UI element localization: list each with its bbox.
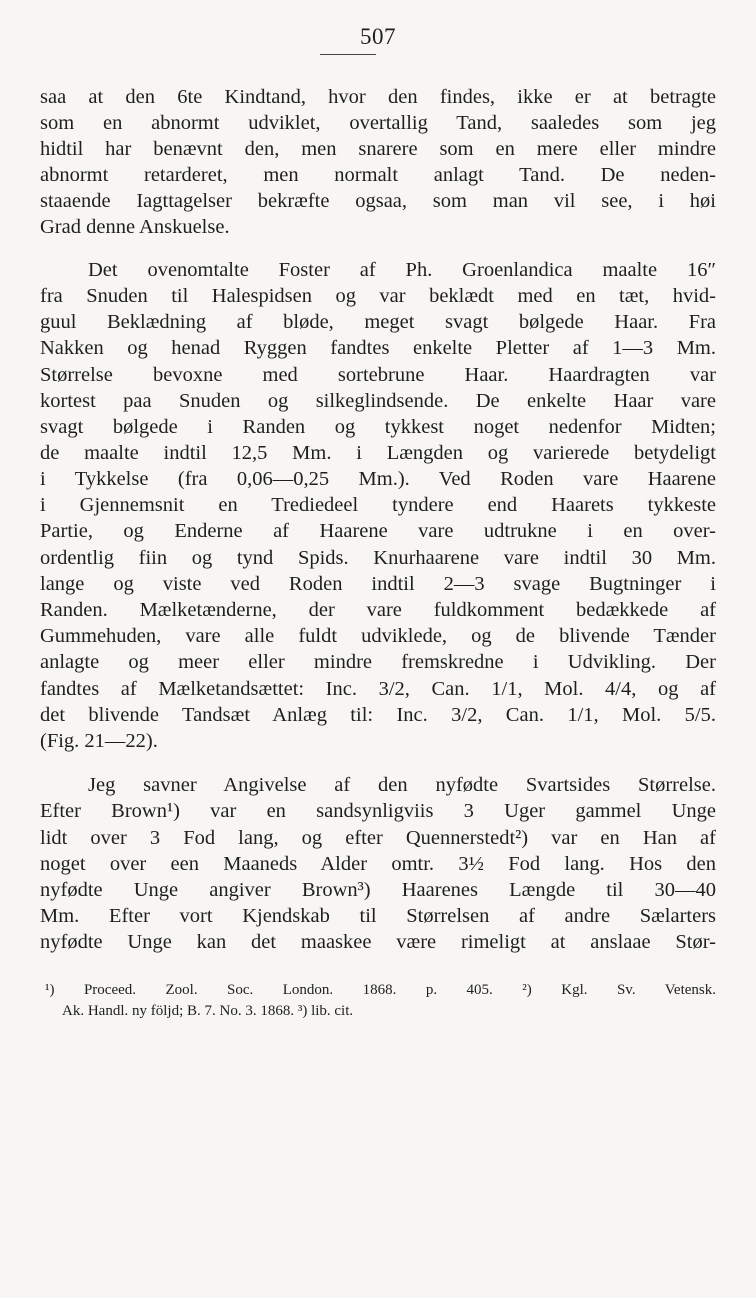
- text-line: de maalte indtil 12,5 Mm. i Længden og varierede betydeligt: [40, 442, 716, 464]
- text-line: staaende Iagttagelser bekræfte ogsaa, som man vil see, i høi: [40, 190, 716, 212]
- text-line: Gummehuden, vare alle fuldt udviklede, og de blivende Tænder: [40, 625, 716, 647]
- text-line: abnormt retarderet, men normalt anlagt Tand. De neden-: [40, 164, 716, 186]
- text-line: ordentlig fiin og tynd Spids. Knurhaarene vare indtil 30 Mm.: [40, 547, 716, 569]
- text-line: kortest paa Snuden og silkeglindsende. De enkelte Haar vare: [40, 390, 716, 412]
- text-line: Størrelse bevoxne med sortebrune Haar. Haardragten var: [40, 364, 716, 386]
- text-line: lange og viste ved Roden indtil 2—3 svage Bugtninger i: [40, 573, 716, 595]
- page-number: 507: [360, 24, 396, 49]
- text-line: anlagte og meer eller mindre fremskredne i Udvikling. Der: [40, 651, 716, 673]
- text-line: Jeg savner Angivelse af den nyfødte Svartsides Størrelse.: [88, 774, 716, 796]
- text-line: svagt bølgede i Randen og tykkest noget nedenfor Midten;: [40, 416, 716, 438]
- text-line: nyfødte Unge angiver Brown³) Haarenes Længde til 30—40: [40, 879, 716, 901]
- text-line: Det ovenomtalte Foster af Ph. Groenlandica maalte 16″: [88, 259, 716, 281]
- text-line: nyfødte Unge kan det maaskee være rimeligt at anslaae Stør-: [40, 931, 716, 953]
- text-line: i Gjennemsnit en Trediedeel tyndere end Haarets tykkeste: [40, 494, 716, 516]
- text-line: hidtil har benævnt den, men snarere som en mere eller mindre: [40, 138, 716, 160]
- footnote-line: ¹) Proceed. Zool. Soc. London. 1868. p. 405. ²) Kgl. Sv. Vetensk.: [45, 982, 716, 998]
- text-line: i Tykkelse (fra 0,06—0,25 Mm.). Ved Roden vare Haarene: [40, 468, 716, 490]
- text-line: Partie, og Enderne af Haarene vare udtrukne i en over-: [40, 520, 716, 542]
- text-line: (Fig. 21—22).: [40, 730, 158, 752]
- text-line: Grad denne Anskuelse.: [40, 216, 230, 238]
- text-line: noget over een Maaneds Alder omtr. 3½ Fod lang. Hos den: [40, 853, 716, 875]
- text-line: som en abnormt udviklet, overtallig Tand, saaledes som jeg: [40, 112, 716, 134]
- text-line: det blivende Tandsæt Anlæg til: Inc. 3/2, Can. 1/1, Mol. 5/5.: [40, 704, 716, 726]
- text-line: lidt over 3 Fod lang, og efter Quennerstedt²) var en Han af: [40, 827, 716, 849]
- text-line: guul Beklædning af bløde, meget svagt bølgede Haar. Fra: [40, 311, 716, 333]
- text-line: Mm. Efter vort Kjendskab til Størrelsen af andre Sælarters: [40, 905, 716, 927]
- text-line: fandtes af Mælketandsættet: Inc. 3/2, Can. 1/1, Mol. 4/4, og af: [40, 678, 716, 700]
- text-line: Efter Brown¹) var en sandsynligviis 3 Uger gammel Unge: [40, 800, 716, 822]
- text-line: Nakken og henad Ryggen fandtes enkelte Pletter af 1—3 Mm.: [40, 337, 716, 359]
- text-line: saa at den 6te Kindtand, hvor den findes, ikke er at betragte: [40, 86, 716, 108]
- page-number-rule: [320, 54, 376, 55]
- footnote-line: Ak. Handl. ny följd; B. 7. No. 3. 1868. ³) lib. cit.: [62, 1003, 354, 1019]
- text-line: Randen. Mælketænderne, der vare fuldkomment bedækkede af: [40, 599, 716, 621]
- text-line: fra Snuden til Halespidsen og var beklædt med en tæt, hvid-: [40, 285, 716, 307]
